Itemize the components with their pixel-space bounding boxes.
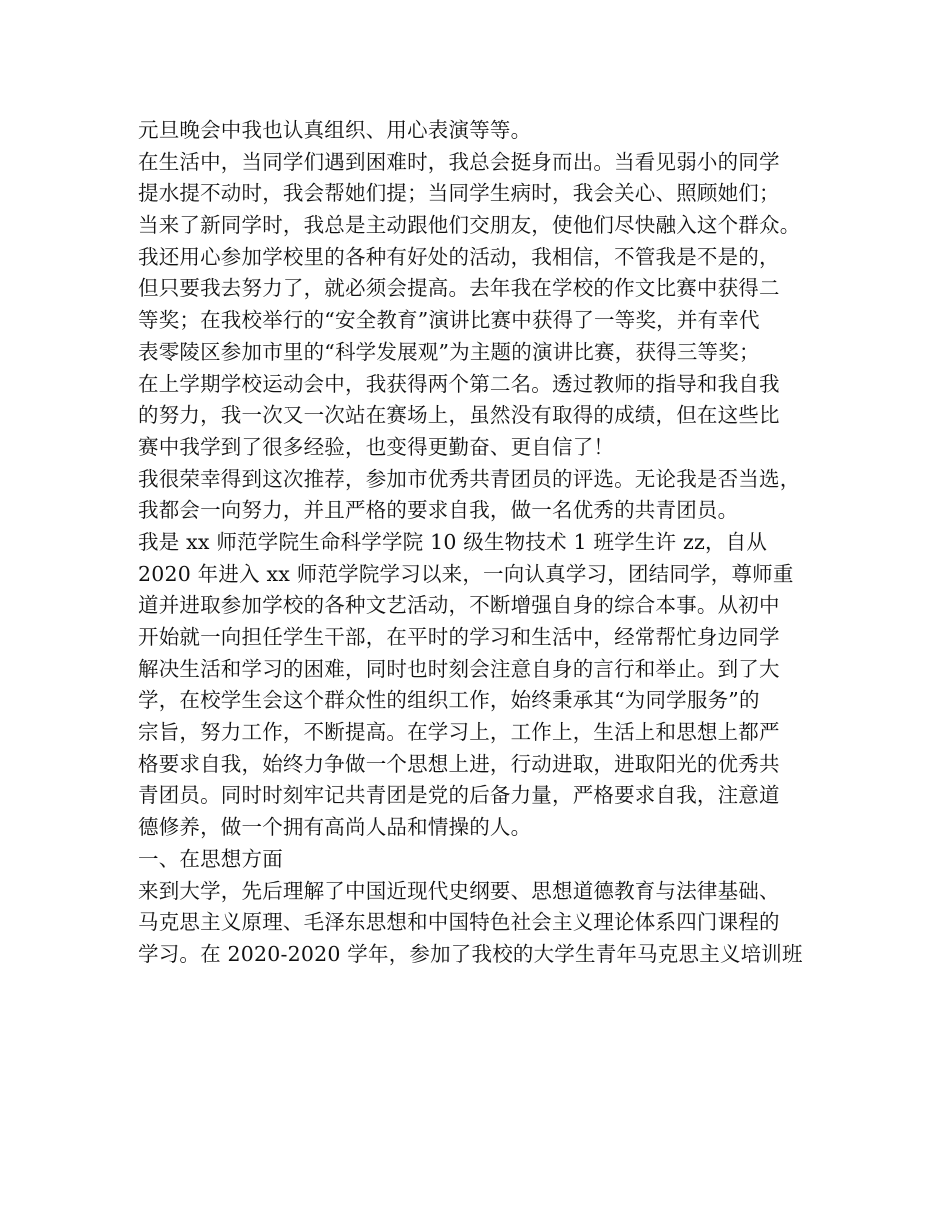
text-line: 格要求自我，始终力争做一个思想上进，行动进取，进取阳光的优秀共 [138, 751, 780, 776]
text-line: 在上学期学校运动会中，我获得两个第二名。透过教师的指导和我自我 [138, 371, 780, 396]
text-line: 我是 xx 师范学院生命科学学院 10 级生物技术 1 班学生许 zz，自从 [138, 529, 768, 554]
text-line: 赛中我学到了很多经验，也变得更勤奋、更自信了！ [138, 434, 615, 459]
text-line: 青团员。同时时刻牢记共青团是党的后备力量，严格要求自我，注意道 [138, 783, 780, 808]
text-line: 等奖；在我校举行的“安全教育”演讲比赛中获得了一等奖，并有幸代 [138, 308, 760, 333]
text-line: 元旦晚会中我也认真组织、用心表演等等。 [138, 118, 532, 142]
text-line: 我还用心参加学校里的各种有好处的活动，我相信，不管我是不是的， [138, 244, 780, 269]
text-line: 宗旨，努力工作，不断提高。在学习上，工作上，生活上和思想上都严 [138, 720, 780, 745]
text-line: 当来了新同学时，我总是主动跟他们交朋友，使他们尽快融入这个群众。 [138, 213, 801, 238]
section-heading: 一、在思想方面 [138, 846, 283, 871]
text-line: 在生活中，当同学们遇到困难时，我总会挺身而出。当看见弱小的同学 [138, 149, 780, 174]
text-line: 解决生活和学习的困难，同时也时刻会注意自身的言行和举止。到了大 [138, 656, 780, 681]
text-line: 表零陵区参加市里的“科学发展观”为主题的演讲比赛，获得三等奖； [138, 339, 760, 364]
body-text [138, 115, 838, 971]
text-line: 马克思主义原理、毛泽东思想和中国特色社会主义理论体系四门课程的 [138, 910, 780, 935]
text-line: 开始就一向担任学生干部，在平时的学习和生活中，经常帮忙身边同学 [138, 625, 780, 649]
text-line: 提水提不动时，我会帮她们提；当同学生病时，我会关心、照顾她们； [138, 181, 780, 206]
text-line: 学，在校学生会这个群众性的组织工作，始终秉承其“为同学服务”的 [138, 688, 760, 713]
text-line: 道并进取参加学校的各种文艺活动，不断增强自身的综合本事。从初中 [138, 593, 780, 618]
text-line: 的努力，我一次又一次站在赛场上，虽然没有取得的成绩，但在这些比 [138, 403, 780, 428]
text-line: 德修养，做一个拥有高尚人品和情操的人。 [138, 815, 532, 840]
text-line: 但只要我去努力了，就必须会提高。去年我在学校的作文比赛中获得二 [138, 276, 780, 301]
text-line: 学习。在 2020-2020 学年，参加了我校的大学生青年马克思主义培训班 [138, 941, 803, 966]
text-line: 来到大学，先后理解了中国近现代史纲要、思想道德教育与法律基础、 [138, 878, 780, 903]
text-line: 我都会一向努力，并且严格的要求自我，做一名优秀的共青团员。 [138, 498, 739, 523]
text-line: 我很荣幸得到这次推荐，参加市优秀共青团员的评选。无论我是否当选， [138, 466, 801, 491]
text-line: 2020 年进入 xx 师范学院学习以来，一向认真学习，团结同学，尊师重 [138, 561, 794, 586]
